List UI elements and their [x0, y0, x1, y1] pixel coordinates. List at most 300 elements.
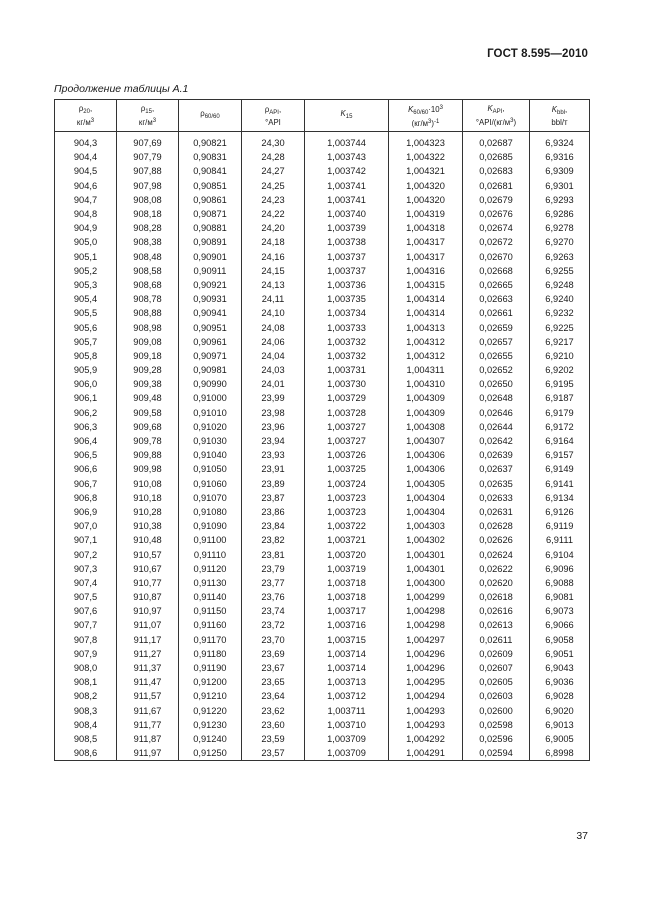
table-cell: 908,18 — [117, 207, 179, 221]
table-cell: 908,4 — [55, 718, 117, 732]
table-cell: 0,02679 — [463, 193, 530, 207]
table-cell: 0,02596 — [463, 732, 530, 746]
table-cell: 6,9104 — [530, 547, 590, 561]
table-row — [55, 675, 590, 689]
table-cell: 0,91150 — [179, 604, 242, 618]
table-cell: 0,02613 — [463, 618, 530, 632]
table-cell: 6,9210 — [530, 349, 590, 363]
table-cell: 6,9088 — [530, 576, 590, 590]
table-cell: 0,90871 — [179, 207, 242, 221]
table-cell: 6,9043 — [530, 661, 590, 675]
table-cell: 1,003741 — [305, 179, 389, 193]
table-row — [55, 406, 590, 420]
table-cell: 23,70 — [242, 633, 305, 647]
table-cell: 1,003724 — [305, 477, 389, 491]
table-cell: 909,88 — [117, 448, 179, 462]
table-cell: 6,9066 — [530, 618, 590, 632]
table-cell: 906,8 — [55, 491, 117, 505]
table-cell: 1,003740 — [305, 207, 389, 221]
page-number: 37 — [576, 830, 588, 842]
table-cell: 23,91 — [242, 462, 305, 476]
table-cell: 911,07 — [117, 618, 179, 632]
table-cell: 24,30 — [242, 136, 305, 150]
table-cell: 1,003734 — [305, 306, 389, 320]
table-cell: 24,08 — [242, 320, 305, 334]
table-cell: 905,0 — [55, 235, 117, 249]
table-cell: 908,98 — [117, 320, 179, 334]
table-cell: 1,004311 — [389, 363, 463, 377]
table-cell: 906,2 — [55, 406, 117, 420]
table-cell: 0,02607 — [463, 661, 530, 675]
table-cell: 1,003729 — [305, 391, 389, 405]
table-row — [55, 292, 590, 306]
table-cell: 1,003714 — [305, 661, 389, 675]
table-cell: 909,98 — [117, 462, 179, 476]
table-cell: 24,27 — [242, 164, 305, 178]
table-cell: 0,02659 — [463, 320, 530, 334]
table-cell: 1,003709 — [305, 732, 389, 746]
table-cell: 6,9073 — [530, 604, 590, 618]
table-cell: 0,02683 — [463, 164, 530, 178]
table-cell: 24,18 — [242, 235, 305, 249]
table-cell: 0,91210 — [179, 689, 242, 703]
table-cell: 0,02639 — [463, 448, 530, 462]
table-cell: 909,58 — [117, 406, 179, 420]
table-row — [55, 590, 590, 604]
table-cell: 0,90841 — [179, 164, 242, 178]
table-cell: 907,98 — [117, 179, 179, 193]
table-row — [55, 633, 590, 647]
table-cell: 1,004321 — [389, 164, 463, 178]
table-cell: 904,8 — [55, 207, 117, 221]
table-cell: 908,3 — [55, 704, 117, 718]
table-cell: 904,5 — [55, 164, 117, 178]
table-row — [55, 136, 590, 150]
table-cell: 908,48 — [117, 250, 179, 264]
table-cell: 904,6 — [55, 179, 117, 193]
table-cell: 905,4 — [55, 292, 117, 306]
table-cell: 1,004300 — [389, 576, 463, 590]
table-cell: 1,004303 — [389, 519, 463, 533]
table-cell: 0,02616 — [463, 604, 530, 618]
table-cell: 910,77 — [117, 576, 179, 590]
table-cell: 1,003717 — [305, 604, 389, 618]
table-cell: 1,003718 — [305, 590, 389, 604]
table-cell: 911,67 — [117, 704, 179, 718]
table-cell: 1,003715 — [305, 633, 389, 647]
table-cell: 6,9240 — [530, 292, 590, 306]
table-row — [55, 477, 590, 491]
table-cell: 1,004294 — [389, 689, 463, 703]
table-cell: 1,004313 — [389, 320, 463, 334]
table-cell: 23,74 — [242, 604, 305, 618]
table-row — [55, 448, 590, 462]
table-cell: 0,02644 — [463, 420, 530, 434]
table-cell: 911,27 — [117, 647, 179, 661]
column-header: $K_{60/60}\cdot 10^3$ $(кг/м^3)^{-1}$ — [389, 100, 463, 132]
table-cell: 1,004306 — [389, 462, 463, 476]
table-cell: 23,86 — [242, 505, 305, 519]
table-cell: 1,004301 — [389, 547, 463, 561]
table-cell: 905,6 — [55, 320, 117, 334]
table-cell: 24,10 — [242, 306, 305, 320]
table-row — [55, 320, 590, 334]
table-row — [55, 434, 590, 448]
table-cell: 909,38 — [117, 377, 179, 391]
table-cell: 905,9 — [55, 363, 117, 377]
table-cell: 1,004305 — [389, 477, 463, 491]
table-row — [55, 150, 590, 164]
table-cell: 0,90911 — [179, 264, 242, 278]
table-row — [55, 250, 590, 264]
table-cell: 907,5 — [55, 590, 117, 604]
table-cell: 1,003725 — [305, 462, 389, 476]
table-cell: 0,90821 — [179, 136, 242, 150]
table-cell: 908,5 — [55, 732, 117, 746]
table-cell: 911,47 — [117, 675, 179, 689]
table-cell: 1,003738 — [305, 235, 389, 249]
table-cell: 911,77 — [117, 718, 179, 732]
table-body — [55, 132, 590, 761]
table-cell: 24,06 — [242, 335, 305, 349]
table-cell: 0,90961 — [179, 335, 242, 349]
table-cell: 24,11 — [242, 292, 305, 306]
table-cell: 910,48 — [117, 533, 179, 547]
table-cell: 1,003714 — [305, 647, 389, 661]
table-cell: 908,6 — [55, 746, 117, 761]
table-cell: 0,02594 — [463, 746, 530, 761]
table-row — [55, 207, 590, 221]
table-cell: 0,02650 — [463, 377, 530, 391]
table-cell: 0,02624 — [463, 547, 530, 561]
table-cell: 23,89 — [242, 477, 305, 491]
table-cell: 6,9096 — [530, 562, 590, 576]
table-cell: 1,004301 — [389, 562, 463, 576]
table-cell: 6,9248 — [530, 278, 590, 292]
table-cell: 0,91050 — [179, 462, 242, 476]
table-cell: 909,48 — [117, 391, 179, 405]
table-cell: 6,9278 — [530, 221, 590, 235]
table-row — [55, 618, 590, 632]
table-cell: 0,91200 — [179, 675, 242, 689]
table-cell: 907,0 — [55, 519, 117, 533]
table-cell: 1,003722 — [305, 519, 389, 533]
table-cell: 0,91120 — [179, 562, 242, 576]
table-cell: 907,7 — [55, 618, 117, 632]
table-cell: 1,003742 — [305, 164, 389, 178]
table-cell: 0,90941 — [179, 306, 242, 320]
table-cell: 0,91060 — [179, 477, 242, 491]
column-header: $\rho_{API}$, °API — [242, 100, 305, 132]
table-cell: 0,91040 — [179, 448, 242, 462]
table-cell: 6,9020 — [530, 704, 590, 718]
table-cell: 1,003739 — [305, 221, 389, 235]
table-cell: 6,8998 — [530, 746, 590, 761]
table-cell: 906,0 — [55, 377, 117, 391]
table-cell: 0,02622 — [463, 562, 530, 576]
table-cell: 911,57 — [117, 689, 179, 703]
table-cell: 6,9255 — [530, 264, 590, 278]
table-cell: 24,20 — [242, 221, 305, 235]
table-cell: 6,9164 — [530, 434, 590, 448]
table-cell: 910,38 — [117, 519, 179, 533]
table-cell: 910,08 — [117, 477, 179, 491]
table-cell: 0,02603 — [463, 689, 530, 703]
table-cell: 6,9286 — [530, 207, 590, 221]
table-cell: 1,003727 — [305, 434, 389, 448]
table-cell: 6,9187 — [530, 391, 590, 405]
table-row — [55, 349, 590, 363]
table-row — [55, 661, 590, 675]
table-cell: 907,6 — [55, 604, 117, 618]
table-cell: 907,1 — [55, 533, 117, 547]
table-cell: 1,003743 — [305, 150, 389, 164]
table-cell: 6,9270 — [530, 235, 590, 249]
table-cell: 6,9119 — [530, 519, 590, 533]
column-header: $K_{API}$, $^\circ API/(кг/м^3)$ — [463, 100, 530, 132]
table-cell: 0,90831 — [179, 150, 242, 164]
table-cell: 0,02633 — [463, 491, 530, 505]
table-cell: 908,58 — [117, 264, 179, 278]
table-cell: 906,4 — [55, 434, 117, 448]
table-row — [55, 689, 590, 703]
table-cell: 1,003732 — [305, 349, 389, 363]
table-cell: 23,87 — [242, 491, 305, 505]
table-cell: 24,28 — [242, 150, 305, 164]
table-cell: 1,003728 — [305, 406, 389, 420]
table-cell: 0,02674 — [463, 221, 530, 235]
table-cell: 1,003712 — [305, 689, 389, 703]
table-row — [55, 505, 590, 519]
table-cell: 0,91240 — [179, 732, 242, 746]
table-cell: 0,91140 — [179, 590, 242, 604]
table-cell: 23,98 — [242, 406, 305, 420]
table-cell: 0,02672 — [463, 235, 530, 249]
table-row — [55, 604, 590, 618]
table-cell: 1,003718 — [305, 576, 389, 590]
table-cell: 1,004317 — [389, 250, 463, 264]
table-cell: 0,90851 — [179, 179, 242, 193]
table-row — [55, 746, 590, 761]
table-row — [55, 377, 590, 391]
table-cell: 1,003710 — [305, 718, 389, 732]
table-cell: 1,003737 — [305, 250, 389, 264]
table-cell: 906,6 — [55, 462, 117, 476]
table-cell: 0,91030 — [179, 434, 242, 448]
table-cell: 909,08 — [117, 335, 179, 349]
document-id: ГОСТ 8.595—2010 — [487, 48, 588, 60]
table-cell: 906,9 — [55, 505, 117, 519]
table-cell: 0,90971 — [179, 349, 242, 363]
table-cell: 907,79 — [117, 150, 179, 164]
table-row — [55, 391, 590, 405]
table-row — [55, 647, 590, 661]
table-row — [55, 519, 590, 533]
table-cell: 909,18 — [117, 349, 179, 363]
table-cell: 907,69 — [117, 136, 179, 150]
table-cell: 0,02628 — [463, 519, 530, 533]
table-cell: 911,97 — [117, 746, 179, 761]
table-cell: 1,004298 — [389, 618, 463, 632]
table-cell: 906,1 — [55, 391, 117, 405]
table-cell: 0,02652 — [463, 363, 530, 377]
table-cell: 0,02637 — [463, 462, 530, 476]
table-cell: 24,22 — [242, 207, 305, 221]
table-row — [55, 420, 590, 434]
table-cell: 906,7 — [55, 477, 117, 491]
table-cell: 0,02626 — [463, 533, 530, 547]
table-cell: 0,02605 — [463, 675, 530, 689]
table-cell: 0,91000 — [179, 391, 242, 405]
table-cell: 0,91070 — [179, 491, 242, 505]
table-cell: 1,004307 — [389, 434, 463, 448]
table-cell: 23,64 — [242, 689, 305, 703]
table-cell: 910,57 — [117, 547, 179, 561]
table-cell: 0,90861 — [179, 193, 242, 207]
table-cell: 1,003727 — [305, 420, 389, 434]
table-cell: 1,004293 — [389, 704, 463, 718]
table-cell: 1,003732 — [305, 335, 389, 349]
table-cell: 0,90951 — [179, 320, 242, 334]
table-row — [55, 576, 590, 590]
table-cell: 0,02646 — [463, 406, 530, 420]
header-row — [55, 100, 590, 132]
table-cell: 1,004309 — [389, 391, 463, 405]
table-row — [55, 235, 590, 249]
table-cell: 1,003744 — [305, 136, 389, 150]
table-cell: 0,91090 — [179, 519, 242, 533]
table-cell: 1,004318 — [389, 221, 463, 235]
table-cell: 6,9134 — [530, 491, 590, 505]
table-cell: 1,004308 — [389, 420, 463, 434]
table-cell: 1,004298 — [389, 604, 463, 618]
table-row — [55, 306, 590, 320]
table-cell: 23,84 — [242, 519, 305, 533]
table-cell: 1,004314 — [389, 292, 463, 306]
table-cell: 1,003731 — [305, 363, 389, 377]
table-cell: 908,2 — [55, 689, 117, 703]
table-cell: 23,60 — [242, 718, 305, 732]
table-cell: 24,13 — [242, 278, 305, 292]
table-cell: 908,38 — [117, 235, 179, 249]
table-cell: 905,2 — [55, 264, 117, 278]
table-cell: 0,02670 — [463, 250, 530, 264]
table-row — [55, 363, 590, 377]
table-cell: 1,003730 — [305, 377, 389, 391]
table-cell: 911,87 — [117, 732, 179, 746]
table-cell: 904,4 — [55, 150, 117, 164]
table-cell: 6,9126 — [530, 505, 590, 519]
table-cell: 1,004296 — [389, 661, 463, 675]
table-cell: 0,91100 — [179, 533, 242, 547]
table-cell: 6,9051 — [530, 647, 590, 661]
table-cell: 1,004297 — [389, 633, 463, 647]
table-cell: 0,91230 — [179, 718, 242, 732]
table-cell: 1,004295 — [389, 675, 463, 689]
table-row — [55, 335, 590, 349]
table-cell: 0,02642 — [463, 434, 530, 448]
table-cell: 0,02598 — [463, 718, 530, 732]
table-cell: 6,9172 — [530, 420, 590, 434]
table-row — [55, 562, 590, 576]
column-header: $\rho_{15}$, $кг/м^3$ — [117, 100, 179, 132]
table-cell: 0,91130 — [179, 576, 242, 590]
table-cell: 23,72 — [242, 618, 305, 632]
table-cell: 905,5 — [55, 306, 117, 320]
table-cell: 0,90881 — [179, 221, 242, 235]
table-cell: 911,37 — [117, 661, 179, 675]
table-cell: 0,02655 — [463, 349, 530, 363]
table-cell: 23,77 — [242, 576, 305, 590]
table-cell: 907,88 — [117, 164, 179, 178]
table-cell: 1,003733 — [305, 320, 389, 334]
table-cell: 0,02635 — [463, 477, 530, 491]
column-header: $\rho_{60/60}$ — [179, 100, 242, 132]
table-cell: 904,3 — [55, 136, 117, 150]
table-cell: 6,9195 — [530, 377, 590, 391]
table-cell: 23,93 — [242, 448, 305, 462]
table-row — [55, 179, 590, 193]
table-cell: 6,9149 — [530, 462, 590, 476]
table-cell: 905,8 — [55, 349, 117, 363]
table-cell: 910,28 — [117, 505, 179, 519]
table-cell: 910,97 — [117, 604, 179, 618]
table-row — [55, 193, 590, 207]
table-cell: 1,004314 — [389, 306, 463, 320]
table-cell: 6,9316 — [530, 150, 590, 164]
table-row — [55, 221, 590, 235]
column-header: $K_{bbl}$, bbl/т — [530, 100, 590, 132]
table-cell: 1,003711 — [305, 704, 389, 718]
table-cell: 6,9232 — [530, 306, 590, 320]
table-cell: 1,004320 — [389, 193, 463, 207]
table-cell: 1,003735 — [305, 292, 389, 306]
table-cell: 1,003709 — [305, 746, 389, 761]
table-cell: 1,004304 — [389, 491, 463, 505]
data-table — [54, 99, 590, 761]
table-row — [55, 718, 590, 732]
table-cell: 6,9301 — [530, 179, 590, 193]
table-cell: 6,9324 — [530, 136, 590, 150]
table-cell: 1,004317 — [389, 235, 463, 249]
table-cell: 1,004304 — [389, 505, 463, 519]
table-cell: 23,96 — [242, 420, 305, 434]
table-cell: 23,79 — [242, 562, 305, 576]
table-cell: 0,02676 — [463, 207, 530, 221]
table-cell: 1,003736 — [305, 278, 389, 292]
table-cell: 911,17 — [117, 633, 179, 647]
table-cell: 1,004302 — [389, 533, 463, 547]
table-cell: 6,9141 — [530, 477, 590, 491]
table-cell: 0,90921 — [179, 278, 242, 292]
table-cell: 0,02600 — [463, 704, 530, 718]
table-cell: 1,004293 — [389, 718, 463, 732]
table-cell: 0,91010 — [179, 406, 242, 420]
table-cell: 908,28 — [117, 221, 179, 235]
table-cell: 6,9263 — [530, 250, 590, 264]
table-cell: 0,91080 — [179, 505, 242, 519]
table-row — [55, 732, 590, 746]
table-cell: 23,67 — [242, 661, 305, 675]
table-cell: 904,9 — [55, 221, 117, 235]
table-cell: 23,62 — [242, 704, 305, 718]
table-cell: 1,003726 — [305, 448, 389, 462]
table-cell: 0,02681 — [463, 179, 530, 193]
table-row — [55, 491, 590, 505]
table-cell: 907,8 — [55, 633, 117, 647]
table-cell: 24,04 — [242, 349, 305, 363]
table-cell: 0,02648 — [463, 391, 530, 405]
